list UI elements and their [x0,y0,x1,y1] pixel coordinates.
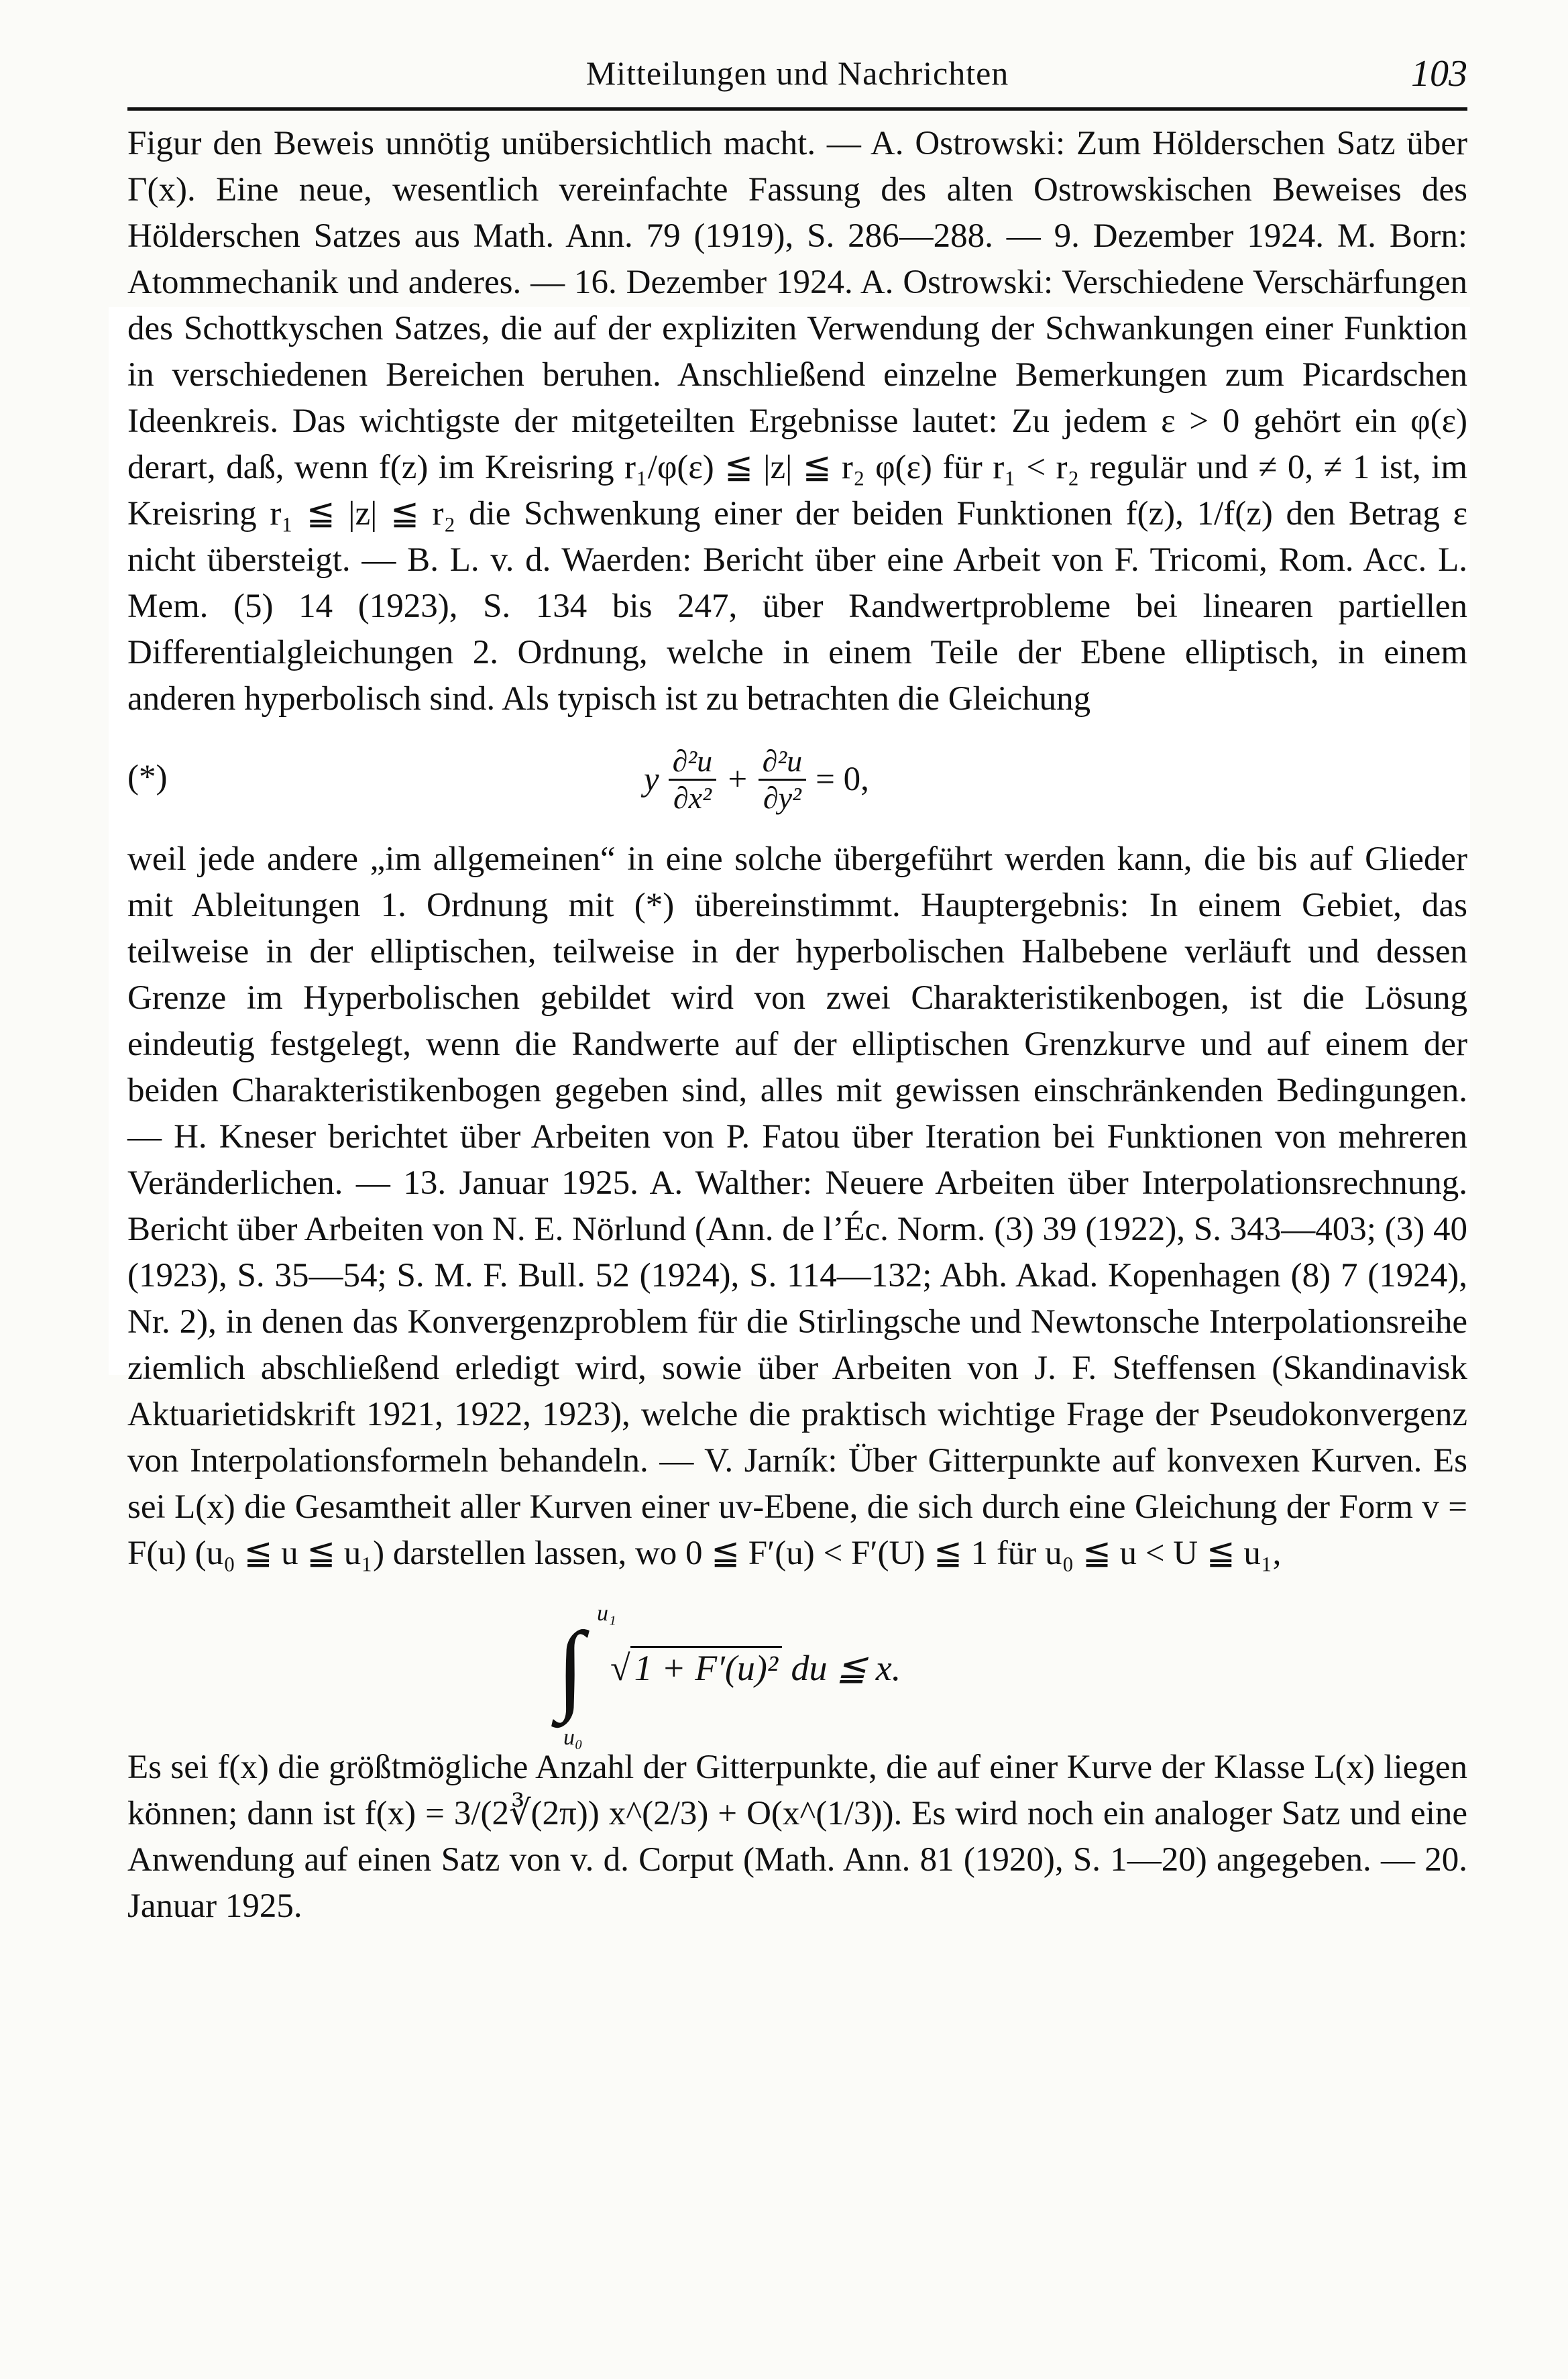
display-integral [127,1584,1467,1750]
equation-body [644,729,869,830]
equation-coeff: y [644,760,659,798]
paragraph-1: Figur den Beweis unnötig unübersichtlich macht. — A. Ostrowski: Zum Hölderschen Satz über Γ(x). Eine neue, wesentlich vereinfachte Fassung des alten Ostrowskischen Beweises des Hölderschen Satzes aus Math. Ann. 79 (1919), S. 286—288. — 9. Dezember 1924. M. Born: Atommechanik und anderes. — 16. Dezember 1924. A. Ostrowski: Verschiedene Verschärfungen des Schottkyschen Satzes, die auf der expliziten Verwendung der Schwankungen einer Funktion in verschiedenen Bereichen beruhen. Anschließend einzelne Bemerkungen zum Picardschen Ideenkreis. Das wichtigste der mitgeteilten Ergebnisse lautet: Zu jedem ε > 0 gehört ein φ(ε) derart, daß, wenn f(z) im Kreisring r₁/φ(ε) ≦ |z| ≦ r₂ φ(ε) für r₁ < r₂ regulär und ≠ 0, ≠ 1 ist, im Kreisring r₁ ≦ |z| ≦ r₂ die Schwenkung einer der beiden Funktionen f(z), 1/f(z) den Betrag ε nicht übersteigt. — B. L. v. d. Waerden: Bericht über eine Arbeit von F. Tricomi, Rom. Acc. L. Mem. (5) 14 (1923), S. 134 bis 247, über Randwertprobleme bei linearen partiellen Differentialgleichungen 2. Ordnung, welche in einem Teile der Ebene elliptisch, in einem anderen hyperbolisch sind. Als typisch ist zu betrachten die Gleichung [127,125,1467,718]
fraction-denominator: ∂x² [673,780,712,815]
equation-label: (*) [127,759,168,796]
integral-lower-limit: u₀ [563,1725,583,1750]
fraction-d2u-dy2 [759,744,807,816]
fraction-denominator: ∂y² [763,780,801,815]
fraction-numerator: ∂²u [759,744,807,781]
running-title: Mitteilungen und Nachrichten [585,54,1009,92]
integral-sign: ∫ [557,1612,585,1723]
fraction-numerator: ∂²u [669,744,717,781]
fraction-d2u-dx2 [669,744,717,816]
paragraph-3: Es sei f(x) die größtmögliche Anzahl der Gitterpunkte, die auf einer Kurve der Klasse L(x) liegen können; dann ist f(x) = 3/(2∛(2π)) x^(2/3) + O(x^(1/3)). Es wird noch ein analoger Satz und eine Anwendung auf einen Satz von v. d. Corput (Math. Ann. 81 (1920), S. 1—20) angegeben. — 20. Januar 1925. [127,1749,1467,1925]
page-number: 103 [1411,53,1467,95]
equation-rhs: = 0, [816,760,869,798]
article-body [127,121,1467,1930]
plus-sign: + [726,760,749,798]
sqrt-sign: √ [610,1648,630,1688]
integral-tail: du ≦ x. [791,1648,901,1688]
sqrt-radicand: 1 + F′(u)² [630,1646,782,1688]
paragraph-2: weil jede andere „im allgemeinen“ in eine solche übergeführt werden kann, die bis auf Glieder mit Ableitungen 1. Ordnung mit (*) übereinstimmt. Hauptergebnis: In einem Gebiet, das teilweise in der elliptischen, teilweise in der hyperbolischen Halbebene verläuft und dessen Grenze im Hyperbolischen gebildet wird von zwei Charakteristikenbogen, ist die Lösung eindeutig festgelegt, wenn die Randwerte auf der elliptischen Grenzkurve und auf einem der beiden Charakteristikenbogen gegeben sind, alles mit gewissen einschränkenden Bedingungen. — H. Kneser berichtet über Arbeiten von P. Fatou über Iteration bei Funktionen von mehreren Veränderlichen. — 13. Januar 1925. A. Walther: Neuere Arbeiten über Interpolationsrechnung. Bericht über Arbeiten von N. E. Nörlund (Ann. de l’Éc. Norm. (3) 39 (1922), S. 343—403; (3) 40 (1923), S. 35—54; S. M. F. Bull. 52 (1924), S. 114—132; Abh. Akad. Kopenhagen (8) 7 (1924), Nr. 2), in denen das Konvergenzproblem für die Stirlingsche und Newtonsche Interpolationsreihe ziemlich abschließend erledigt wird, sowie über Arbeiten von J. F. Steffensen (Skandinavisk Aktuarietidskrift 1921, 1922, 1923), welche die praktisch wichtige Frage der Pseudokonvergenz von Interpolationsformeln behandeln. — V. Jarník: Über Gitterpunkte auf konvexen Kurven. Es sei L(x) die Gesamtheit aller Kurven einer uv-Ebene, die sich durch eine Gleichung der Form v = F(u) (u₀ ≦ u ≦ u₁) darstellen lassen, wo 0 ≦ F′(u) < F′(U) ≦ 1 für u₀ ≦ u < U ≦ u₁, [127,840,1467,1572]
display-equation-star [127,729,1467,836]
integral-integrand [610,1645,901,1692]
integral-upper-limit: u₁ [597,1601,616,1626]
page-header [127,47,1467,111]
